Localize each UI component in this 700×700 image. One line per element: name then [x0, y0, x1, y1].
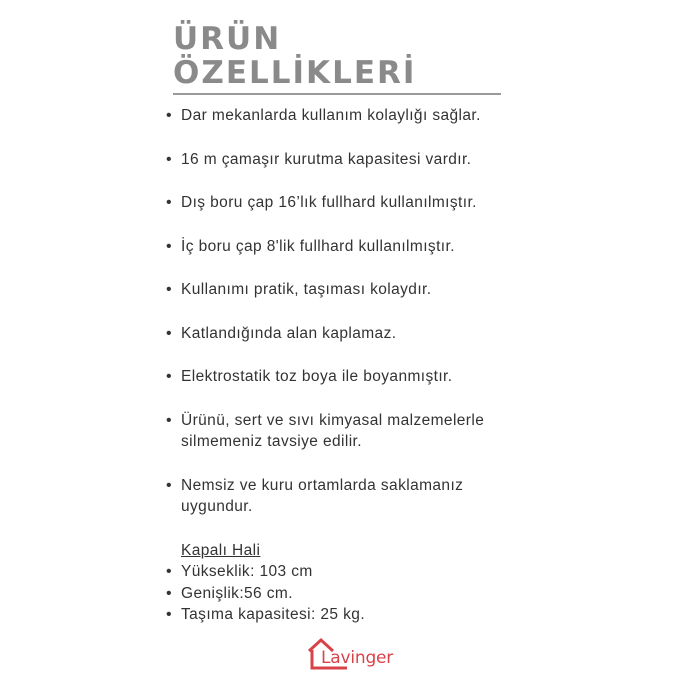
list-item — [166, 149, 506, 171]
title-line-2: ÖZELLİKLERİ — [173, 55, 417, 91]
feature-text: Katlandığında alan kaplamaz. — [181, 324, 397, 342]
feature-list — [166, 105, 506, 626]
bullet-icon: • — [166, 324, 173, 342]
spec-text: Genişlik:56 cm. — [181, 584, 293, 602]
bullet-icon: • — [166, 281, 173, 298]
spec-text: Taşıma kapasitesi: 25 kg. — [181, 606, 366, 623]
page-title — [173, 22, 503, 90]
bullet-icon: • — [166, 368, 173, 385]
folded-section-title: Kapalı Hali — [181, 541, 261, 559]
bullet-icon: • — [166, 150, 173, 168]
feature-text: Elektrostatik toz boya ile boyanmıştır. — [181, 368, 453, 385]
spec-item — [166, 583, 506, 605]
list-item — [166, 475, 506, 518]
feature-text: Dış boru çap 16’lık fullhard kullanılmıştır. — [181, 194, 477, 211]
bullet-icon: • — [166, 606, 173, 623]
spec-text: Yükseklik: 103 cm — [181, 563, 313, 580]
list-item — [166, 410, 506, 453]
spec-item — [166, 604, 506, 626]
spec-item — [166, 561, 506, 583]
list-item — [166, 323, 506, 345]
bullet-icon: • — [166, 237, 173, 255]
feature-text: Dar mekanlarda kullanım kolaylığı sağlar. — [181, 107, 481, 124]
list-item — [166, 366, 506, 388]
bullet-icon: • — [166, 476, 173, 494]
title-divider — [173, 93, 501, 95]
feature-text: 16 m çamaşır kurutma kapasitesi vardır. — [181, 150, 472, 168]
bullet-icon: • — [166, 584, 173, 602]
brand-logo — [307, 637, 397, 673]
feature-text: Nemsiz ve kuru ortamlarda saklamanız uygundur. — [181, 476, 464, 515]
bullet-icon: • — [166, 194, 173, 211]
feature-text: İç boru çap 8'lik fullhard kullanılmıştır. — [181, 237, 455, 255]
feature-text: Ürünü, sert ve sıvı kimyasal malzemelerle silmemeniz tavsiye edilir. — [181, 411, 485, 450]
title-line-1: ÜRÜN — [173, 21, 282, 57]
bullet-icon: • — [166, 411, 173, 429]
brand-name: Lavinger — [321, 648, 394, 668]
list-item — [166, 192, 506, 214]
list-item — [166, 279, 506, 301]
feature-text: Kullanımı pratik, taşıması kolaydır. — [181, 281, 432, 298]
bullet-icon: • — [166, 107, 173, 124]
list-item — [166, 105, 506, 127]
bullet-icon: • — [166, 563, 173, 580]
list-item — [166, 236, 506, 258]
